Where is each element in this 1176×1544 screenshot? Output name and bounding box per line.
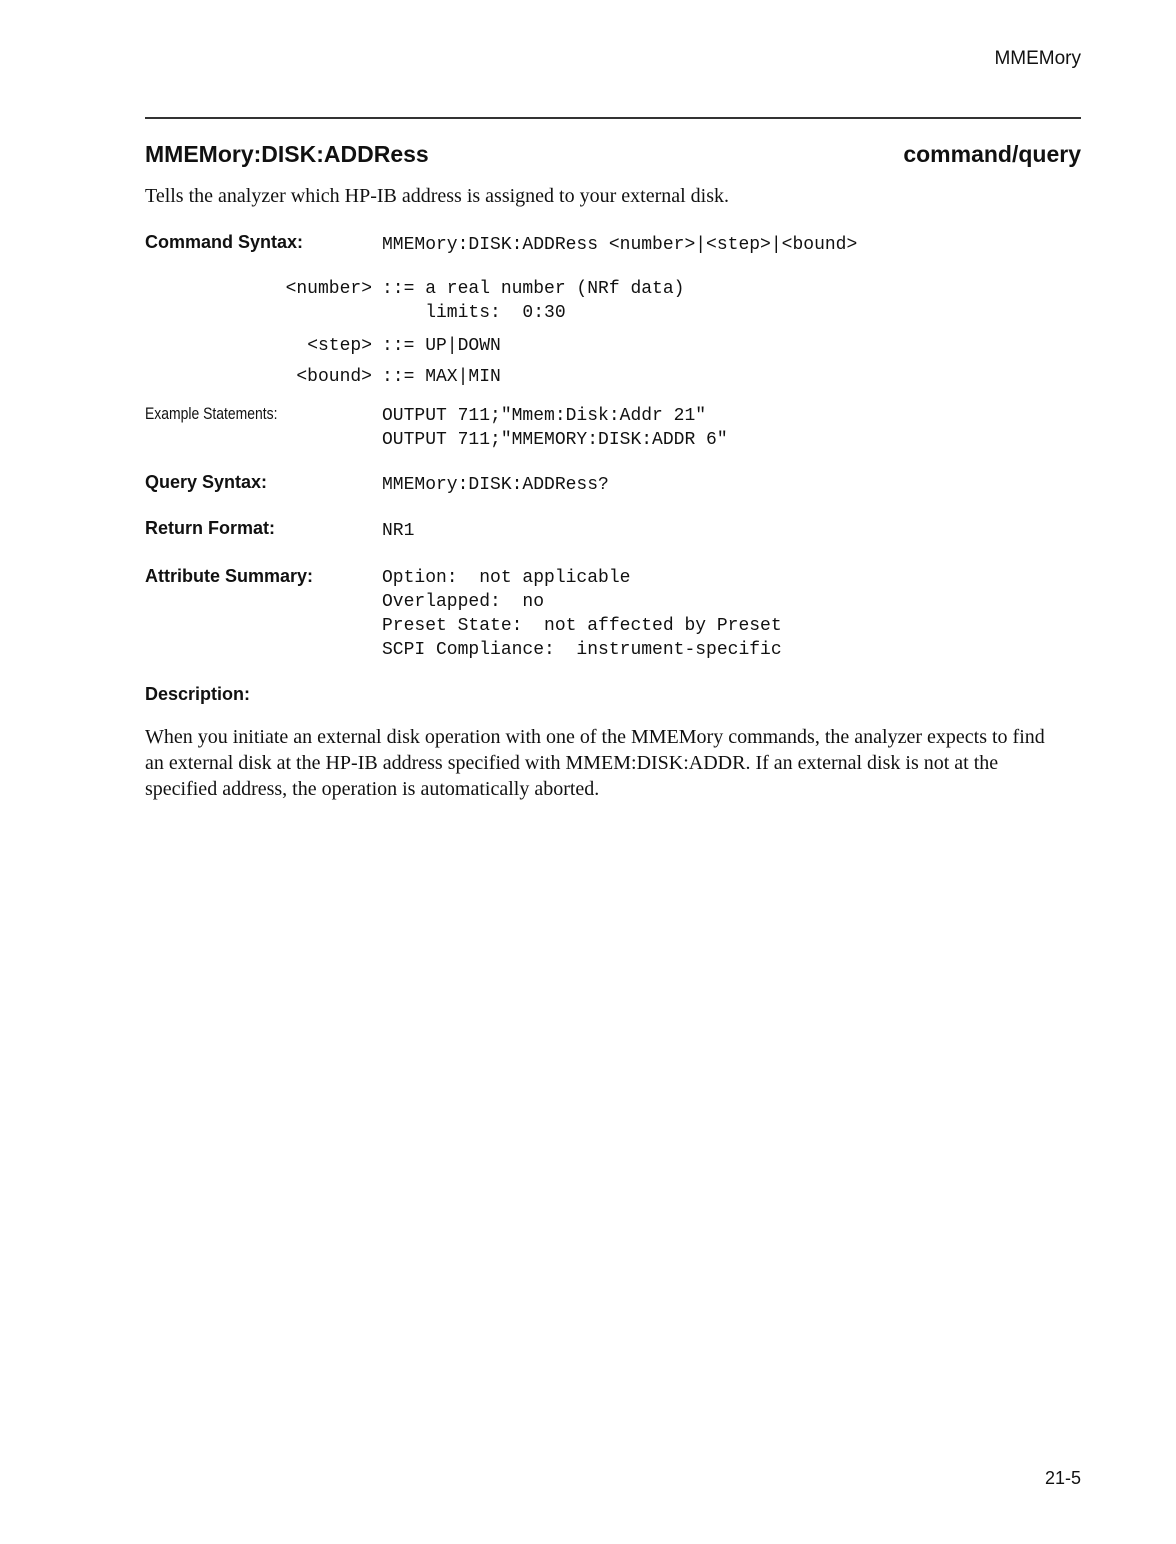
command-syntax-value: MMEMory:DISK:ADDRess <number>|<step>|<bound> — [382, 235, 858, 255]
command-syntax-label: Command Syntax: — [145, 232, 304, 252]
param-number-name: <number> — [285, 279, 372, 299]
return-format-value: NR1 — [382, 521, 415, 541]
command-title: MMEMory:DISK:ADDRess — [145, 141, 429, 167]
param-bound-def: ::= MAX|MIN — [382, 367, 501, 387]
param-number-limits: limits: 0:30 — [382, 303, 566, 323]
page-number: 21-5 — [1044, 1468, 1081, 1488]
attribute-scpi-compliance: SCPI Compliance: instrument-specific — [382, 640, 782, 660]
param-step-name: <step> — [307, 336, 372, 356]
example-statements-label: Example Statements: — [145, 404, 278, 423]
header-divider — [145, 117, 1081, 119]
attribute-preset-state: Preset State: not affected by Preset — [382, 616, 782, 636]
attribute-option: Option: not applicable — [382, 568, 631, 588]
attribute-summary-label: Attribute Summary: — [145, 566, 314, 586]
param-bound-name: <bound> — [296, 367, 372, 387]
description-text: When you initiate an external disk operation with one of the MMEMory commands, the analyzer expects to find an external disk at the HP-IB address specified with MMEM:DISK:ADDR. If an external disk is not at the specified address, the operation is automatically aborted. — [145, 726, 1045, 800]
running-header: MMEMory — [994, 48, 1081, 69]
example-line-1: OUTPUT 711;"Mmem:Disk:Addr 21" — [382, 406, 707, 426]
param-number-def: ::= a real number (NRf data) — [382, 279, 685, 299]
description-label: Description: — [145, 684, 251, 704]
query-syntax-value: MMEMory:DISK:ADDRess? — [382, 475, 609, 495]
intro-text: Tells the analyzer which HP-IB address is assigned to your external disk. — [145, 185, 730, 207]
attribute-overlapped: Overlapped: no — [382, 592, 545, 612]
param-step-def: ::= UP|DOWN — [382, 336, 501, 356]
query-syntax-label: Query Syntax: — [145, 472, 268, 492]
return-format-label: Return Format: — [145, 518, 275, 538]
example-line-2: OUTPUT 711;"MMEMORY:DISK:ADDR 6" — [382, 430, 728, 450]
command-type: command/query — [903, 141, 1081, 167]
